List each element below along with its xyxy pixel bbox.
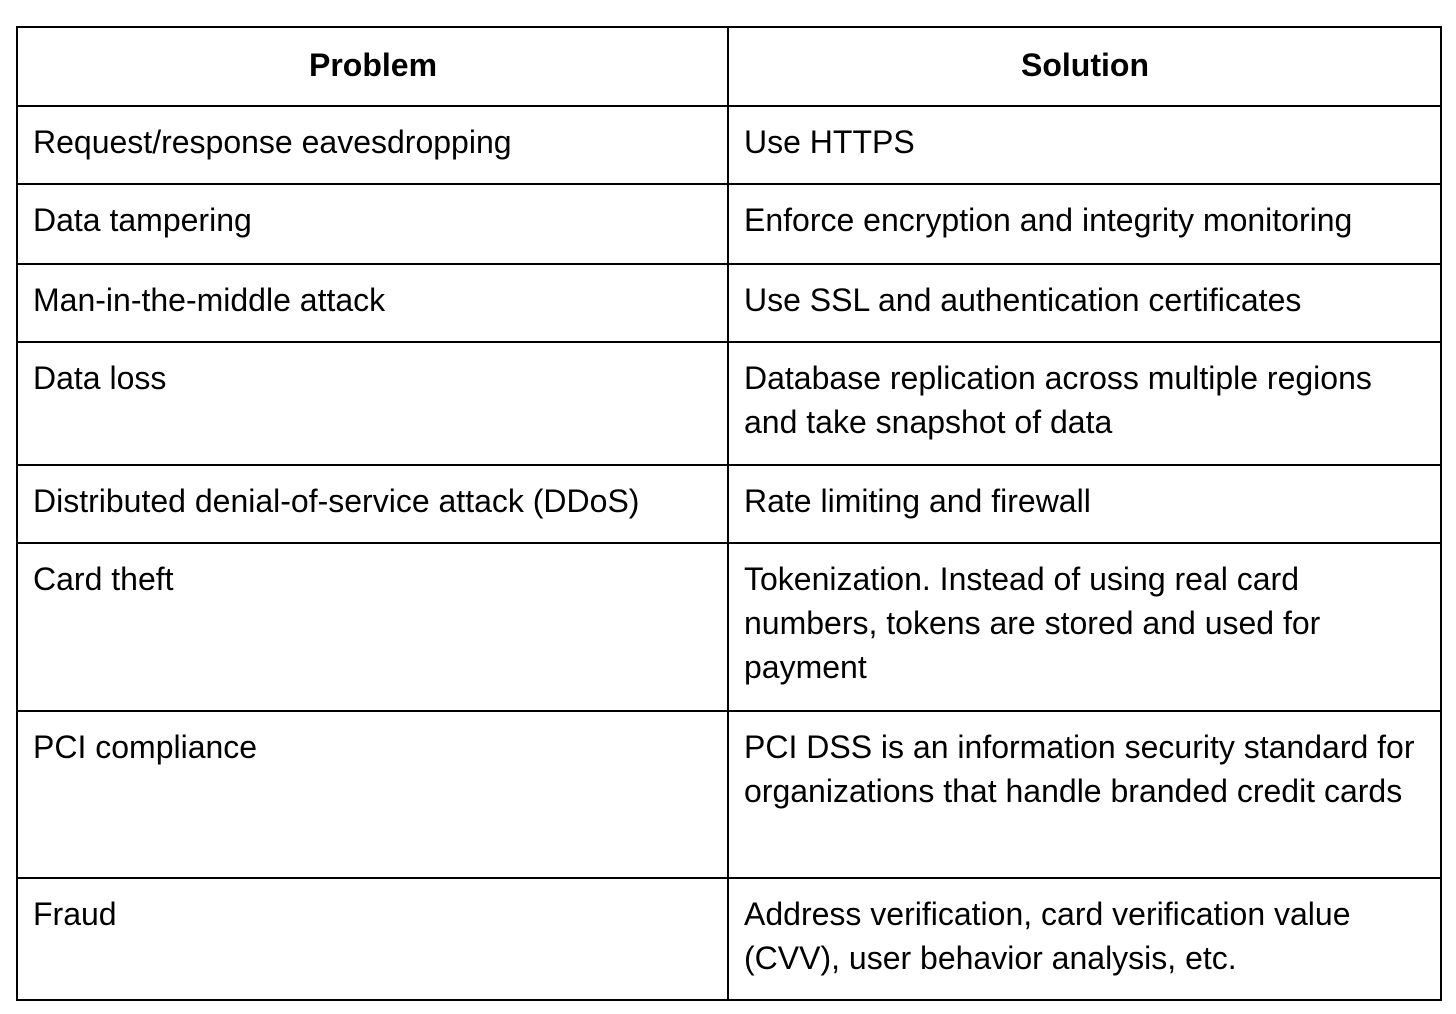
problem-cell: Request/response eavesdropping	[17, 106, 728, 184]
table-row	[17, 465, 1441, 543]
table-row	[17, 711, 1441, 878]
solution-cell: PCI DSS is an information security standard for organizations that handle branded credit cards	[728, 711, 1441, 878]
table-row	[17, 264, 1441, 342]
solution-cell: Address verification, card verification value (CVV), user behavior analysis, etc.	[728, 878, 1441, 1000]
problem-cell: Card theft	[17, 543, 728, 711]
problem-cell: Fraud	[17, 878, 728, 1000]
table-row	[17, 342, 1441, 465]
solution-cell: Rate limiting and firewall	[728, 465, 1441, 543]
table-row	[17, 543, 1441, 711]
table-header-row	[17, 27, 1441, 106]
problem-cell: Man-in-the-middle attack	[17, 264, 728, 342]
table-row	[17, 184, 1441, 264]
solution-column-header: Solution	[728, 27, 1441, 106]
problem-column-header: Problem	[17, 27, 728, 106]
problem-cell: PCI compliance	[17, 711, 728, 878]
problem-cell: Data loss	[17, 342, 728, 465]
solution-cell: Database replication across multiple regions and take snapshot of data	[728, 342, 1441, 465]
solution-cell: Use SSL and authentication certificates	[728, 264, 1441, 342]
problem-cell: Distributed denial-of-service attack (DDoS)	[17, 465, 728, 543]
solution-cell: Tokenization. Instead of using real card numbers, tokens are stored and used for payment	[728, 543, 1441, 711]
table-row	[17, 878, 1441, 1000]
problem-solution-table	[16, 26, 1442, 1001]
solution-cell: Enforce encryption and integrity monitoring	[728, 184, 1441, 264]
problem-cell: Data tampering	[17, 184, 728, 264]
table-row	[17, 106, 1441, 184]
solution-cell: Use HTTPS	[728, 106, 1441, 184]
